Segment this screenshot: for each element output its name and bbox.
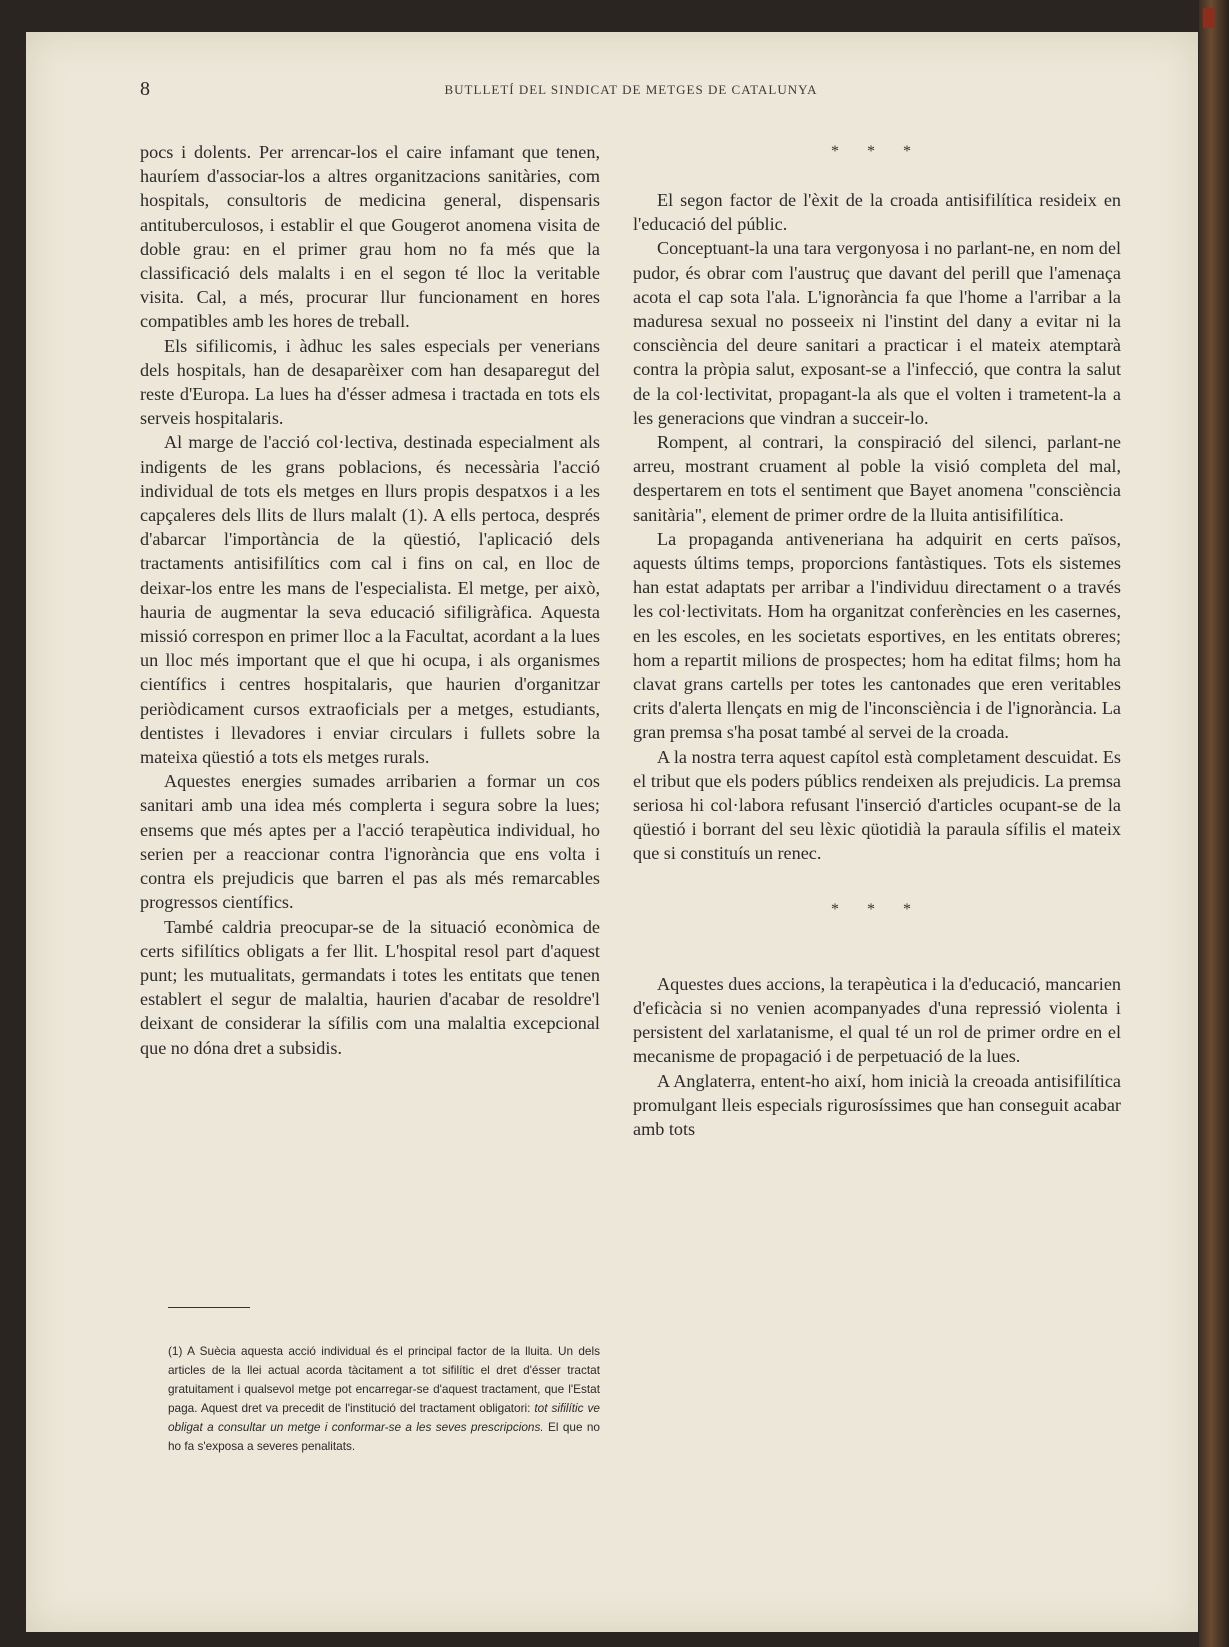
- section-separator: * * *: [831, 900, 923, 918]
- page-number: 8: [140, 78, 150, 100]
- book-spine: [1199, 0, 1229, 1647]
- paragraph: El segon factor de l'èxit de la croada antisifilítica resideix en l'educació del públic.: [633, 190, 1121, 235]
- paragraph: Conceptuant-la una tara vergonyosa i no parlant-ne, en nom del pudor, és obrar com l'austruç que davant del perill que l'amenaça acota el cap sota l'ala. L'ignorància fa que l'home a l'arribar a la maduresa sexual no posseeix ni l'instint del dany a evitar ni la consciència del deure sanitari a practicar i el mateix atemptarà contra la pròpia salut, exposant-se a l'infecció, que contra la salut de la col·lectivitat, propagant-la als que el volten i trametent-la a les generacions que vindran a succeir-lo.: [633, 238, 1121, 428]
- footnote-italic: tot sifilític ve obligat a consultar un metge i conformar-se a les seves prescripcions.: [168, 1401, 600, 1434]
- footnote-text: (1) A Suècia aquesta acció individual és el principal factor de la lluita. Un dels articles de la llei actual acorda tàcitament a tot sifilític el dret d'ésser tractat gratuitament i qualsevol metge pot encarregar-se d'aquest tractament, que l'Estat paga. Aquest dret va precedit de l'institució del tractament obligatori:: [168, 1344, 600, 1415]
- paragraph: pocs i dolents. Per arrencar-los el caire infamant que tenen, hauríem d'associar-los a altres organitzacions sanitàries, com hospitals, consultoris de medicina general, dispensaris antituberculosos, i establir el que Gougerot anomena visita de doble grau: en el primer grau hom no fa més que la classificació dels malalts i en el segon té lloc la veritable visita. Cal, a més, procurar llur funcionament en hores compatibles amb les hores de treball.: [140, 142, 600, 332]
- paragraph: Els sifilicomis, i àdhuc les sales especials per venerians dels hospitals, han de desaparèixer com han desaparegut del reste d'Europa. La lues ha d'ésser admesa i tractada en tots els serveis hospitalaris.: [140, 335, 600, 429]
- running-head: [140, 78, 1122, 108]
- paragraph: La propaganda antiveneriana ha adquirit en certs països, aquests últims temps, proporcions fantàstiques. Tots els sistemes han estat adaptats per arribar a l'individuu directament o a través les col·lectivitats. Hom ha organitzat conferències en les casernes, en les escoles, en les societats esportives, en les entitats obreres; hom a repartit milions de prospectes; hom ha editat films; hom ha clavat grans cartells per totes les cantonades que eren veritables crits d'alerta llençats en mig de l'inconsciència i de l'ignorància. La gran premsa s'ha posat també al servei de la croada.: [633, 528, 1121, 743]
- paragraph: Aquestes dues accions, la terapèutica i la d'educació, mancarien d'eficàcia si no venien acompanyades d'una repressió violenta i persistent del xarlatanisme, el qual té un rol de primer ordre en el mecanisme de propagació i de perpetuació de la lues.: [633, 973, 1121, 1067]
- paragraph: Rompent, al contrari, la conspiració del silenci, parlant-ne arreu, mostrant cruament al poble la visió completa del mal, despertarem en tots el sentiment que Bayet anomena "consciència sanitària", element de primer ordre de la lluita antisifilítica.: [633, 432, 1121, 525]
- paragraph: També caldria preocupar-se de la situació econòmica de certs sifilítics obligats a fer llit. L'hospital resol part d'aquest punt; les mutualitats, germandats i totes les entitats que tenen establert el segur de malaltia, haurien d'acabar de resoldre'l deixant de considerar la sífilis com una malaltia excepcional que no dóna dret a subsidis.: [140, 916, 600, 1058]
- right-column: [633, 140, 1121, 1141]
- red-tab: [1203, 8, 1215, 28]
- paragraph: Aquestes energies sumades arribarien a formar un cos sanitari amb una idea més complerta i segura sobre la lues; ensems que més aptes per a l'acció terapèutica individual, ho serien per a reaccionar contra l'ignorància que ens volta i contra els prejudicis que barren el pas als més remarcables progressos científics.: [140, 771, 600, 913]
- journal-title: BUTLLETÍ DEL SINDICAT DE METGES DE CATALUNYA: [444, 82, 818, 97]
- left-column: [140, 140, 600, 1060]
- paragraph: Al marge de l'acció col·lectiva, destinada especialment als indigents de les grans poblacions, és necessària l'acció individual de tots els metges en llurs propis despatxos i a les capçaleres dels llits de llurs malalt (1). A ells pertoca, després d'abarcar l'importància de la qüestió, l'aplicació dels tractaments antisifilítics com cal i fins on cal, en lloc de deixar-los entre les mans de l'especialista. El metge, per això, hauria de augmentar la seva educació sifiligràfica. Aquesta missió correspon en primer lloc a la Facultat, acordant a la lues un lloc més important que el que hi ocupa, i als organismes científics i centres hospitalaris, que haurien d'organitzar periòdicament cursos extraoficials per a metges, estudiants, dentistes i llevadores i enviar circulars i fullets sobre la mateixa qüestió a tots els metges rurals.: [140, 432, 600, 768]
- footnote-rule: [168, 1307, 250, 1308]
- paragraph: A Anglaterra, entent-ho així, hom inicià la creoada antisifilítica promulgant lleis especials rigurosíssimes que han conseguit acabar amb tots: [633, 1070, 1121, 1139]
- footnote-tail: El que no ho fa s'exposa a severes penalitats.: [168, 1420, 600, 1453]
- footnote: [168, 1342, 600, 1456]
- section-separator: * * *: [831, 143, 923, 160]
- paragraph: A la nostra terra aquest capítol està completament descuidat. Es el tribut que els poders públics rendeixen als prejudicis. La premsa seriosa hi col·labora refusant l'inserció d'articles ocupant-se de la qüestió i borrant del seu lèxic qüotidià la paraula sífilis el mateix que si constituís un renec.: [633, 746, 1121, 864]
